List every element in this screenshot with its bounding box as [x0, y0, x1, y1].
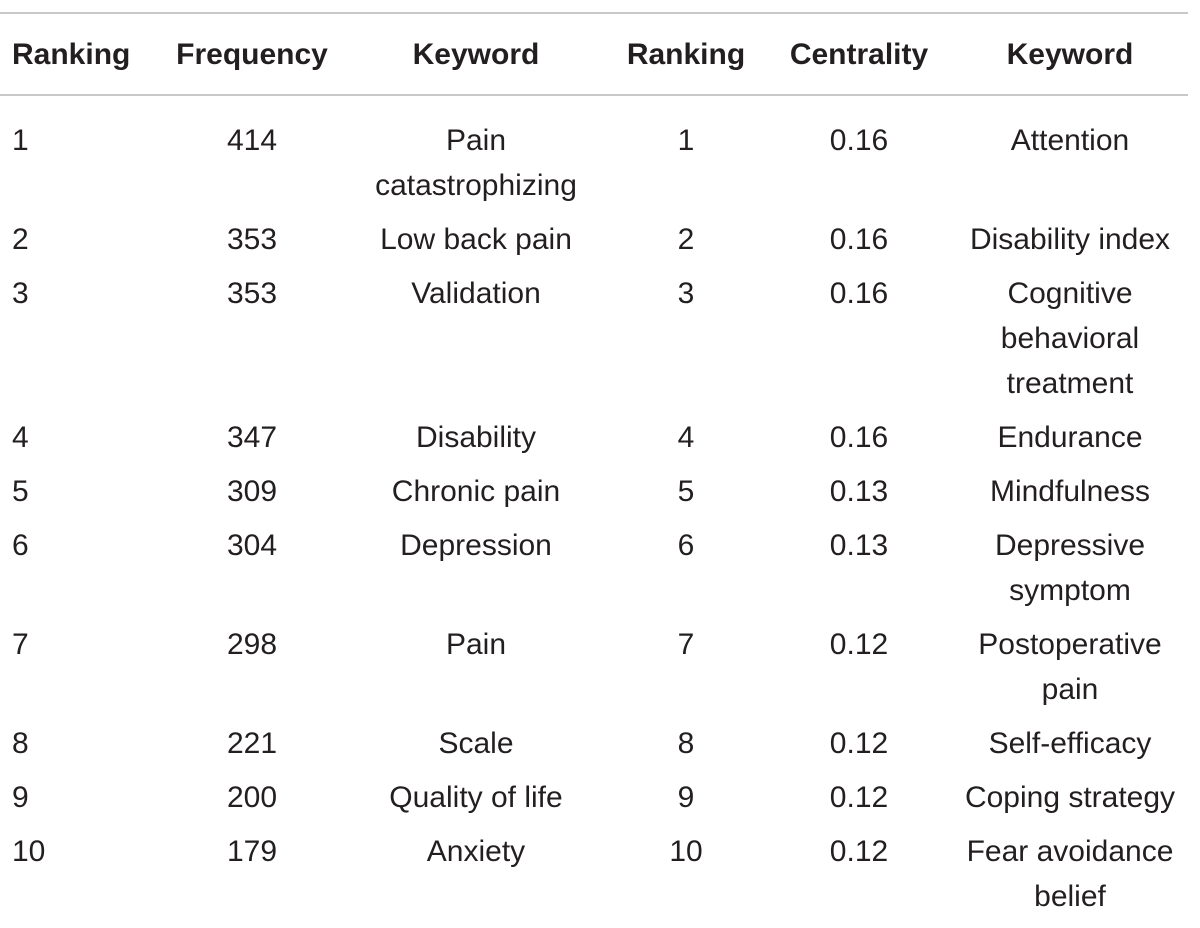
cell-keyword: Scale [438, 727, 514, 760]
keyword-ranking-table [0, 12, 1188, 928]
cell-ranking-centrality: 3 [677, 277, 695, 310]
cell-keyword: Chronic pain [391, 475, 561, 508]
cell-keyword: Depression [400, 529, 552, 562]
cell-frequency: 353 [226, 277, 278, 310]
cell-centrality: 0.16 [829, 223, 889, 256]
cell-centrality: 0.16 [829, 124, 889, 157]
cell-frequency: 347 [226, 421, 278, 454]
cell-centrality: 0.12 [829, 835, 889, 868]
table-row [0, 721, 1188, 775]
table-body [0, 95, 1188, 928]
cell-frequency: 309 [226, 475, 278, 508]
cell-keyword: Anxiety [426, 835, 526, 868]
table-row [0, 523, 1188, 622]
cell-keyword-centrality: Coping strategy [964, 781, 1176, 814]
cell-keyword: Low back pain [380, 223, 572, 256]
cell-ranking: 3 [12, 277, 29, 310]
cell-ranking-centrality: 8 [677, 727, 695, 760]
cell-keyword: Pain [445, 628, 507, 661]
table-row [0, 829, 1188, 928]
cell-centrality: 0.13 [829, 475, 889, 508]
cell-keyword-centrality: Attention [1010, 124, 1130, 157]
cell-centrality: 0.12 [829, 628, 889, 661]
cell-ranking: 8 [12, 727, 29, 760]
cell-ranking: 7 [12, 628, 29, 661]
table-header [0, 13, 1188, 95]
cell-keyword-centrality: Cognitive behavioral treatment [1000, 277, 1140, 400]
cell-keyword-centrality: Self-efficacy [988, 727, 1152, 760]
cell-frequency: 221 [226, 727, 278, 760]
cell-keyword: Disability [415, 421, 537, 454]
cell-ranking-centrality: 9 [677, 781, 695, 814]
cell-ranking: 4 [12, 421, 29, 454]
cell-ranking-centrality: 6 [677, 529, 695, 562]
header-ranking-centrality: Ranking [626, 37, 746, 71]
cell-keyword-centrality: Depressive symptom [994, 529, 1146, 607]
cell-keyword-centrality: Endurance [997, 421, 1143, 454]
cell-ranking: 2 [12, 223, 29, 256]
table-row [0, 271, 1188, 415]
cell-ranking-centrality: 4 [677, 421, 695, 454]
cell-centrality: 0.16 [829, 277, 889, 310]
header-row [0, 13, 1188, 95]
cell-frequency: 179 [226, 835, 278, 868]
table-row [0, 95, 1188, 217]
cell-ranking-centrality: 5 [677, 475, 695, 508]
header-centrality: Centrality [789, 37, 929, 71]
cell-frequency: 200 [226, 781, 278, 814]
cell-keyword-centrality: Mindfulness [989, 475, 1151, 508]
cell-ranking-centrality: 10 [669, 835, 703, 868]
table-row [0, 415, 1188, 469]
cell-centrality: 0.16 [829, 421, 889, 454]
cell-frequency: 414 [226, 124, 278, 157]
cell-ranking: 5 [12, 475, 29, 508]
cell-ranking: 1 [12, 124, 29, 157]
table-row [0, 775, 1188, 829]
cell-ranking-centrality: 1 [677, 124, 695, 157]
cell-keyword: Validation [411, 277, 541, 310]
cell-keyword: Quality of life [389, 781, 563, 814]
header-frequency: Frequency [176, 37, 328, 71]
cell-ranking-centrality: 7 [677, 628, 695, 661]
cell-ranking: 9 [12, 781, 29, 814]
table-row [0, 217, 1188, 271]
cell-centrality: 0.12 [829, 781, 889, 814]
cell-keyword-centrality: Fear avoidance belief [966, 835, 1174, 913]
cell-frequency: 304 [226, 529, 278, 562]
table-row [0, 622, 1188, 721]
cell-centrality: 0.13 [829, 529, 889, 562]
cell-frequency: 353 [226, 223, 278, 256]
cell-ranking: 10 [12, 835, 46, 868]
cell-keyword-centrality: Postoperative pain [978, 628, 1162, 706]
cell-centrality: 0.12 [829, 727, 889, 760]
cell-keyword-centrality: Disability index [969, 223, 1171, 256]
cell-frequency: 298 [226, 628, 278, 661]
header-keyword-frequency: Keyword [412, 37, 540, 71]
cell-ranking-centrality: 2 [677, 223, 695, 256]
cell-keyword: Pain catastrophizing [375, 124, 577, 202]
table-row [0, 469, 1188, 523]
header-ranking-frequency: Ranking [12, 37, 131, 71]
cell-ranking: 6 [12, 529, 29, 562]
header-keyword-centrality: Keyword [1006, 37, 1134, 71]
